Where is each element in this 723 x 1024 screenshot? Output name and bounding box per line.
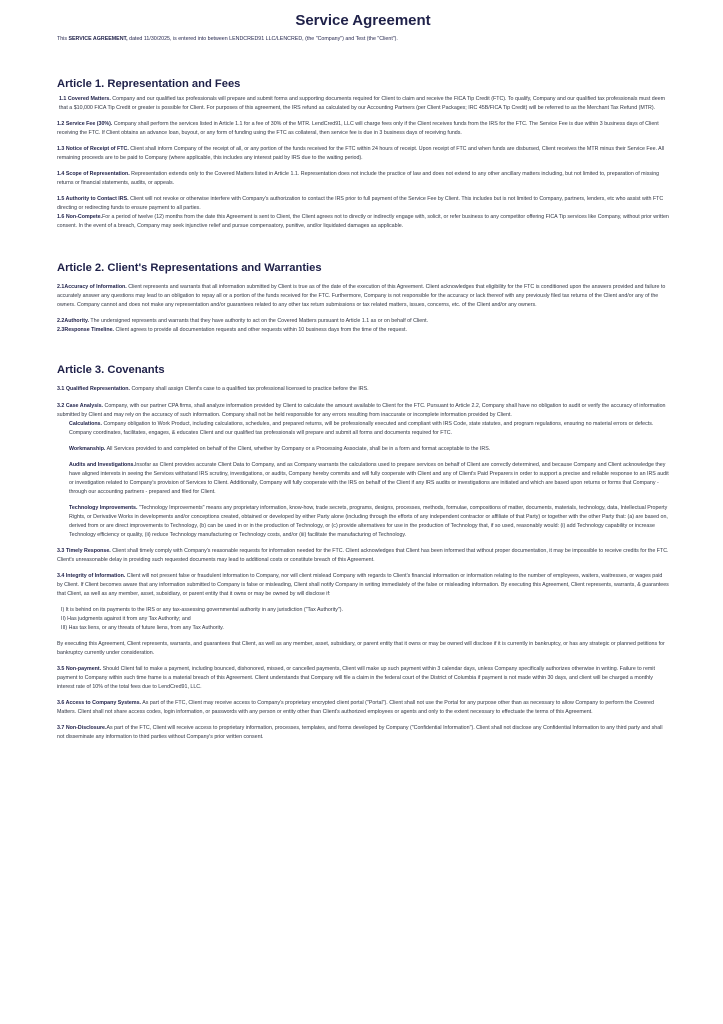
section-label: 2.2Authority. (57, 318, 89, 324)
section-text: Client agrees to provide all documentation requests and other requests within 10 business days from the time of the request. (114, 327, 407, 333)
section-3-7 (57, 724, 669, 742)
section-text: Client shall timely comply with Company's reasonable requests for information needed for the FTC. Client acknowledges that Client has been informed that without proper documentation, it may be impossible to receive credits for the FTC. Client's unreasonable delay in providing such requested documents may lead to additional costs or constitute breach of this Agreement. (57, 548, 669, 563)
section-label: 1.3 Notice of Receipt of FTC. (57, 146, 129, 152)
section-1-6 (57, 213, 669, 231)
article-3-heading: Article 3. Covenants (57, 364, 165, 376)
subsection-audits (69, 461, 669, 497)
article-2-heading: Article 2. Client's Representations and Warranties (57, 262, 322, 274)
article-1-heading: Article 1. Representation and Fees (57, 78, 241, 90)
section-label: 3.1 Qualified Representation. (57, 386, 130, 392)
section-1-5 (57, 195, 669, 213)
section-text: "Technology Improvements" means any proprietary information, know-how, trade secrets, programs, designs, processes, methods, formulae, compositions of matter, documents, materials, technology, data, Intellectual Property Rights, or Derivative Works in developments and/or conceptions created, obtained or developed by either Party alone (including through the efforts of any independent contractor or affiliate of that Party) or together with the other Party that: (a) are based on, derived from or are direct improvements to Technology, (b) can be used in or in the production of Technology, or (c) provide alternatives for use in the production of Technology that, if so used, reasonably would: (i) add Technology capability or increase Technology efficiency or quality, (ii) reduce Technology manufacturing or Technology costs, and/or (iii) facilitate the manufacturing of Technology. (69, 505, 668, 538)
section-text: All Services provided to and completed on behalf of the Client, whether by Company or a Processing Associate, shall be in a form and format acceptable to the IRS. (105, 446, 491, 452)
section-label: 3.3 Timely Response. (57, 548, 111, 554)
section-text: Client will not revoke or otherwise interfere with Company's authorization to contact the IRS prior to full payment of the Service Fee by Client. This includes but is not limited to Company, partners, lenders, etc who assist with FTC directing or redirecting funds to ensure payment to all parties. (57, 196, 664, 211)
section-3-2 (57, 402, 669, 420)
section-1-1 (59, 95, 669, 113)
section-text: As part of the FTC, Client may receive access to Company's proprietary encrypted client portal ("Portal"). Client shall not use the Portal for any purpose other than as necessary to allow Company to perform the Covered Matters. Client shall not share access codes, login information, or passwords with any person or entity other than Client's authorized employees or agents and only to the extent necessary to effectuate the terms of this Agreement. (57, 700, 654, 715)
section-text: Company shall perform the services listed in Article 1.1 for a fee of 30% of the MTR. LendCred91, LLC will charge fees only if the Client receives funds from the IRS for the FTC. The Service Fee is due within 3 business days of Client receiving the FTC. If Client obtains an advance loan, buyout, or any form of funding using the FTC as collateral, then service fee is due in 3 business days of receiving funds. (57, 121, 659, 136)
section-text: Representation extends only to the Covered Matters listed in Article 1.1. Representation does not include the practice of law and does not extend to any other ancillary matters including, but not limited to, preparation of missing returns or financial statements, audits, or appeals. (57, 171, 660, 186)
section-label: 2.1Accuracy of Information. (57, 284, 127, 290)
section-label: Calculations. (69, 421, 102, 427)
section-label: 3.6 Access to Company Systems. (57, 700, 142, 706)
section-2-2 (57, 317, 669, 326)
section-label: 3.7 Non-Disclosure. (57, 725, 107, 731)
section-2-1 (57, 283, 669, 310)
section-label: 3.2 Case Analysis. (57, 403, 104, 409)
section-label: Audits and Investigations. (69, 462, 135, 468)
section-1-2 (57, 120, 669, 138)
intro-suffix: dated 11/30/2025, is entered into between LENDCRED91 LLC/LENCRED, (the "Company") and Test (the "Client"). (127, 36, 398, 42)
list-item: II) Has judgments against it from any Tax Authority; and (61, 616, 191, 622)
section-label: 3.4 Integrity of Information. (57, 573, 126, 579)
section-3-5 (57, 665, 669, 692)
section-text: Client will not present false or fraudulent information to Company, nor will client mislead Company with regards to Client's financial information or information relating to the number of employees, waiters, waitresses, or wages paid by Client. If Client becomes aware that any information submitted to Company is false or misleading, Client shall notify Company in writing immediately of the false or misleading information. By executing this Agreement, Client represents, warrants, & guarantees that Client, as well as any member, asset, subsidiary, or parent entity that it owns or may be owned by will disclose if: (57, 573, 669, 597)
document-title: Service Agreement (295, 12, 431, 29)
section-text: For a period of twelve (12) months from the date this Agreement is sent to Client, the Client agrees not to directly or indirectly engage with, solicit, or refer business to any competitor offering FICA Tip services like Company, without prior written consent. In the event of a breach, Company may seek injunctive relief and pursue compensatory, punitive, and/or liquidated damages as applicable. (57, 214, 669, 229)
section-text: Company shall assign Client's case to a qualified tax professional licensed to practice before the IRS. (130, 386, 369, 392)
section-label: 1.1 Covered Matters. (59, 96, 111, 102)
section-label: 3.5 Non-payment. (57, 666, 102, 672)
section-label: 1.2 Service Fee (30%). (57, 121, 113, 127)
section-text: Client represents and warrants that all information submitted by Client is true as of the date of the execution of this Agreement. Client acknowledges that eligibility for the FTC is conditioned upon the answers provided and failure to accurately answer any questions may lead to an obligation to repay all or a portion of the funds received for the FTC. Furthermore, Company is not responsible for the accuracy or lack thereof with any previously filed tax returns of the Client and/or any of the owners. Company cannot and does not make any representation and/or guarantees related to any other tax return submissions or tax related matters, issues, concerns, etc. of the Client and/or any owners. (57, 284, 666, 308)
intro-paragraph (57, 35, 669, 43)
subsection-calculations (69, 420, 669, 438)
section-text: Company, with our partner CPA firms, shall analyze information provided by Client to calculate the amount available to Client for the FTC. Pursuant to Article 2.2, Company shall have no obligation to audit or verify the accuracy of information submitted by Client and may rely on the accuracy of such information. Company shall not be held responsible for any errors resulting from inaccurate or incomplete information provided by Client. (57, 403, 666, 418)
section-text: Company and our qualified tax professionals will prepare and submit forms and supporting documents required for Client to claim and receive the FICA Tip Credit (FTC). To qualify, Company and our qualified tax professionals must deem that a $10,000 FICA Tip Credit or greater is possible for Client. For purposes of this agreement, the IRS refund as calculated by our Accounting Partners (per Client Packages; IRC 45B/FICA Tip Credit) will be referred to as the Merchant Tax Refund (MTR). (59, 96, 666, 111)
section-label: 1.5 Authority to Contact IRS. (57, 196, 129, 202)
section-text: Company obligation to Work Product, including calculations, schedules, and prepared returns, will be professionally executed and compliant with IRS Code, state statutes, and program regulations, ensuring no material errors or defects. Company coordinates, facilitates, engages, & educates Client and our qualified tax professionals will prepare and submit all forms and documents required for FTC. (69, 421, 654, 436)
section-text: The undersigned represents and warrants that they have authority to act on the Covered Matters pursuant to Article 1.1 as or on behalf of Client. (88, 318, 429, 324)
section-label: 1.4 Scope of Representation. (57, 171, 130, 177)
section-text: Should Client fail to make a payment, including bounced, dishonored, missed, or cancelled payments, Client will make up such payment within 3 calendar days, unless Company specifically authorizes otherwise in writing. Failure to remit payment to Company within such time frame is a material breach of this Agreement. Client understands that Company will file a claim in the federal court of the District of Columbia if payment is not made within 30 days, and client will be charged a monthly interest rate of 10% of the total fees due to LendCred91, LLC. (57, 666, 655, 690)
intro-bold: SERVICE AGREEMENT, (68, 36, 128, 42)
subsection-technology (69, 504, 669, 540)
section-text: As part of the FTC, Client will receive access to proprietary information, processes, templates, and forms developed by Company ("Confidential Information"). Client shall not disclose any Confidential Information to any third party and shall not disseminate any information to third parties without Company's prior written consent. (57, 725, 663, 740)
section-3-4-disclosure: By executing this Agreement, Client represents, warrants, and guarantees that Client, as well as any member, asset, subsidiary, or parent entity that it owns or may be owned will disclose if it is currently in bankruptcy, or has any strategic or planned petitions for bankruptcy currently under consideration. (57, 641, 665, 656)
section-label: Workmanship. (69, 446, 106, 452)
section-3-1 (57, 385, 669, 394)
section-label: Technology Improvements. (69, 505, 138, 511)
subsection-workmanship (69, 445, 669, 454)
section-text: Client shall inform Company of the receipt of all, or any portion of the funds received for the FTC within 24 hours of receipt. Upon receipt of FTC and when funds are disbursed, Client receives the MTR minus their Service Fee. All remaining proceeds are to be paid to Company (where applicable, this includes any interest paid by IRS due to the waiting period). (57, 146, 665, 161)
intro-prefix: This (57, 36, 69, 42)
section-3-4 (57, 572, 669, 599)
section-label: 1.6 Non-Compete. (57, 214, 103, 220)
section-label: 2.3Response Timeline. (57, 327, 115, 333)
section-1-4 (57, 170, 669, 188)
list-item: I) It is behind on its payments to the IRS or any tax-assessing governmental authority in any jurisdiction ("Tax Authority"). (61, 607, 343, 613)
section-1-3 (57, 145, 669, 163)
section-text: Insofar as Client provides accurate Client Data to Company, and as Company warrants the calculations used to prepare services on behalf of Client are correctly determined, and because Company and Client acknowledge they have aligned interests in seeing the Services withstand IRS scrutiny, investigations, or audits, Company hereby commits and will fully cooperate with Client and any of Client's Paid Preparers in order to support a precise and reliable response to an IRS audit or investigation related to Company's provision of Services to Client. Additionally, Company will fully cooperate with the IRS on behalf of the Client if any IRS audits or investigations are initiated and which are based upon returns or forms that Company - through our accounting partners - prepared and filed for Client. (69, 462, 669, 495)
list-item: III) Has tax liens, or any threats of future liens, from any Tax Authority. (61, 625, 224, 631)
section-3-6 (57, 699, 669, 717)
section-3-3 (57, 547, 669, 565)
section-2-3 (57, 326, 669, 335)
